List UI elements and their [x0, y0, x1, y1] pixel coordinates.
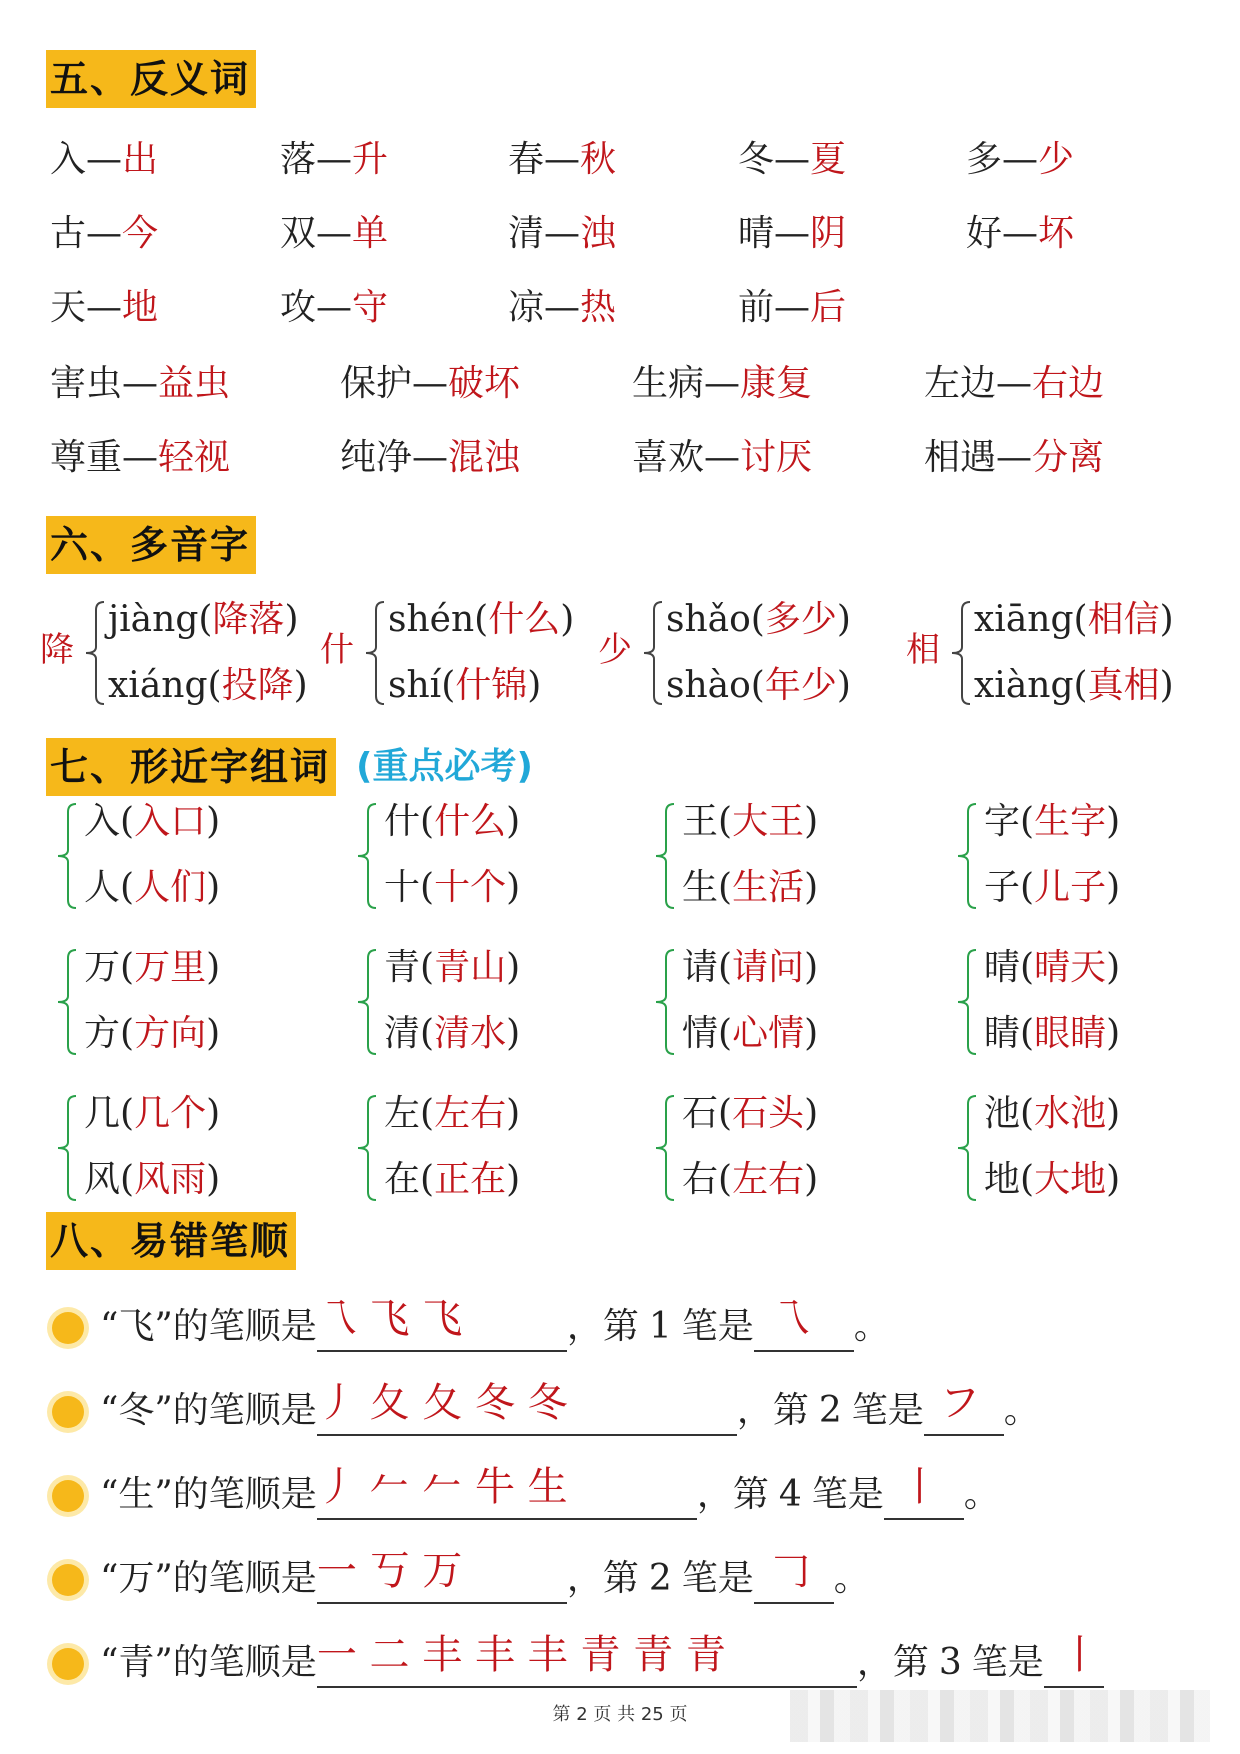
similar-char: 什 [384, 801, 421, 842]
pinyin: xiāng [974, 599, 1074, 640]
brace-icon [650, 1092, 680, 1204]
similar-char-item: 在(正在) [384, 1159, 521, 1200]
answer-blank [884, 1464, 964, 1520]
antonym-pair [50, 138, 158, 182]
stroke-sequence: 乁 飞 飞 [316, 1296, 463, 1342]
similar-char-word: 左右 [732, 1159, 805, 1200]
similar-char: 情 [682, 1013, 719, 1054]
answer-blank [754, 1548, 834, 1604]
similar-char: 池 [984, 1093, 1021, 1134]
similar-char-word: 生字 [1034, 801, 1107, 842]
antonym-pair [280, 212, 388, 256]
similar-char-word: 石头 [732, 1093, 805, 1134]
antonym-dash: — [86, 287, 123, 328]
section-title-polyphones: 六、多音字 [46, 516, 256, 574]
similar-char-word: 万里 [134, 947, 207, 988]
brace-icon [650, 946, 680, 1058]
antonym-answer: 右边 [1032, 363, 1105, 404]
antonym-word: 冬 [738, 139, 775, 180]
antonym-answer: 浊 [580, 213, 617, 254]
antonym-word: 害虫 [50, 363, 123, 404]
antonym-pair [966, 138, 1074, 182]
antonym-word: 落 [280, 139, 317, 180]
pinyin: shào [666, 665, 751, 706]
similar-char-word: 青山 [434, 947, 507, 988]
antonym-answer: 阴 [810, 213, 847, 254]
similar-char: 几 [84, 1093, 121, 1134]
polyphone-word: 真相 [1087, 665, 1160, 706]
stroke-sequence: 一 二 丰 丰 丰 青 青 青 [316, 1632, 726, 1678]
stroke-question: “青”的笔顺是 [100, 1642, 317, 1683]
antonym-word: 左边 [924, 363, 997, 404]
brace-icon [80, 598, 110, 708]
polyphone-word: 多少 [764, 599, 837, 640]
stroke-tail: 笔是 [811, 1474, 884, 1515]
similar-char-item: 左(左右) [384, 1093, 521, 1134]
antonym-dash: — [86, 213, 123, 254]
antonym-dash: — [1002, 139, 1039, 180]
pinyin: xiáng [108, 665, 208, 706]
similar-char-item: 十(十个) [384, 867, 521, 908]
polyphone-word: 什锦 [455, 665, 528, 706]
antonym-pair [508, 212, 616, 256]
similar-char-word: 晴天 [1034, 947, 1107, 988]
antonym-word: 凉 [508, 287, 545, 328]
similar-char: 左 [384, 1093, 421, 1134]
antonym-pair [508, 286, 616, 330]
stroke-answer: 乁 [769, 1296, 810, 1342]
antonym-dash: — [412, 437, 449, 478]
similar-char-word: 入口 [134, 801, 207, 842]
similar-char-item: 风(风雨) [84, 1159, 221, 1200]
antonym-answer: 益虫 [158, 363, 231, 404]
polyphone-char: 少 [598, 630, 632, 670]
antonym-answer: 升 [352, 139, 389, 180]
similar-char-word: 儿子 [1034, 867, 1107, 908]
similar-char-item: 入(入口) [84, 801, 221, 842]
similar-char: 人 [84, 867, 121, 908]
antonym-answer: 后 [810, 287, 847, 328]
similar-char-word: 生活 [732, 867, 805, 908]
similar-char-item: 地(大地) [984, 1159, 1121, 1200]
stroke-blank [316, 1632, 857, 1688]
antonym-word: 好 [966, 213, 1003, 254]
antonym-word: 古 [50, 213, 87, 254]
antonym-answer: 热 [580, 287, 617, 328]
stroke-tail: 笔是 [971, 1642, 1044, 1683]
stroke-sequence: 一 丂 万 [316, 1548, 463, 1594]
similar-char-item: 石(石头) [682, 1093, 819, 1134]
similar-char-item: 睛(眼睛) [984, 1013, 1121, 1054]
antonym-word: 前 [738, 287, 775, 328]
antonym-word: 喜欢 [632, 437, 705, 478]
brace-icon [352, 1092, 382, 1204]
polyphone-word: 相信 [1087, 599, 1160, 640]
similar-char: 方 [84, 1013, 121, 1054]
similar-char-item: 清(清水) [384, 1013, 521, 1054]
antonym-dash: — [122, 363, 159, 404]
stroke-sequence: 丿 夂 夂 冬 冬 [316, 1380, 568, 1426]
antonym-word: 双 [280, 213, 317, 254]
stroke-question: “生”的笔顺是 [100, 1474, 317, 1515]
similar-char: 子 [984, 867, 1021, 908]
similar-char: 在 [384, 1159, 421, 1200]
stroke-end: 。 [833, 1558, 870, 1599]
stroke-number: 3 [938, 1642, 962, 1683]
antonym-word: 春 [508, 139, 545, 180]
polyphone-word: 投降 [221, 665, 294, 706]
stroke-tail: 笔是 [681, 1306, 754, 1347]
section-note-key: (重点必考) [356, 746, 533, 787]
stroke-end: 。 [1003, 1390, 1040, 1431]
polyphone-reading: xiáng(投降) [108, 665, 308, 706]
stroke-number: 2 [648, 1558, 672, 1599]
bullet-icon [52, 1648, 84, 1680]
similar-char-item: 万(万里) [84, 947, 221, 988]
brace-icon [52, 946, 82, 1058]
antonym-dash: — [544, 287, 581, 328]
antonym-pair [508, 138, 616, 182]
similar-char-word: 水池 [1034, 1093, 1107, 1134]
stroke-order-item [100, 1380, 1040, 1436]
antonym-pair [50, 436, 230, 480]
similar-char: 生 [682, 867, 719, 908]
pinyin: shí [388, 665, 442, 706]
brace-icon [952, 800, 982, 912]
antonym-answer: 讨厌 [740, 437, 813, 478]
antonym-answer: 混浊 [448, 437, 521, 478]
polyphone-reading: shí(什锦) [388, 665, 542, 706]
similar-char-item: 人(人们) [84, 867, 221, 908]
stroke-question: “万”的笔顺是 [100, 1558, 317, 1599]
antonym-word: 清 [508, 213, 545, 254]
similar-char-item: 方(方向) [84, 1013, 221, 1054]
similar-char-item: 晴(晴天) [984, 947, 1121, 988]
stroke-blank [316, 1464, 697, 1520]
polyphone-reading: shào(年少) [666, 665, 851, 706]
antonym-word: 入 [50, 139, 87, 180]
antonym-answer: 出 [122, 139, 159, 180]
similar-char-item: 子(儿子) [984, 867, 1121, 908]
stroke-tail: 笔是 [681, 1558, 754, 1599]
polyphone-word: 什么 [488, 599, 561, 640]
similar-char-item: 王(大王) [682, 801, 819, 842]
similar-char: 青 [384, 947, 421, 988]
polyphone-reading: jiàng(降落) [108, 599, 299, 640]
polyphone-word: 降落 [212, 599, 285, 640]
stroke-mid: ，第 [566, 1306, 639, 1347]
antonym-pair [280, 286, 388, 330]
stroke-blank [316, 1548, 567, 1604]
antonym-word: 尊重 [50, 437, 123, 478]
stroke-mid: ，第 [736, 1390, 809, 1431]
similar-char-word: 心情 [732, 1013, 805, 1054]
antonym-pair [280, 138, 388, 182]
bullet-icon [52, 1564, 84, 1596]
antonym-answer: 破坏 [448, 363, 521, 404]
antonym-dash: — [316, 139, 353, 180]
pinyin: shǎo [666, 599, 751, 640]
polyphone-char: 什 [320, 630, 354, 670]
stroke-question: “飞”的笔顺是 [100, 1306, 317, 1347]
similar-char-word: 风雨 [134, 1159, 207, 1200]
polyphone-reading: shǎo(多少) [666, 599, 851, 640]
polyphone-char: 相 [906, 630, 940, 670]
stroke-blank [316, 1296, 567, 1352]
section-title-similar-chars: 七、形近字组词 [46, 738, 336, 796]
antonym-dash: — [774, 287, 811, 328]
antonym-pair [50, 212, 158, 256]
similar-char-item: 字(生字) [984, 801, 1121, 842]
antonym-pair [738, 212, 846, 256]
polyphone-word: 年少 [764, 665, 837, 706]
similar-char-word: 清水 [434, 1013, 507, 1054]
stroke-number: 4 [778, 1474, 802, 1515]
antonym-dash: — [122, 437, 159, 478]
pinyin: xiàng [974, 665, 1074, 706]
similar-char: 右 [682, 1159, 719, 1200]
similar-char-item: 情(心情) [682, 1013, 819, 1054]
stroke-answer: 丨 [899, 1464, 940, 1510]
brace-icon [946, 598, 976, 708]
stroke-order-item [100, 1548, 870, 1604]
antonym-pair [632, 362, 812, 406]
antonym-answer: 夏 [810, 139, 847, 180]
antonym-answer: 少 [1038, 139, 1075, 180]
antonym-answer: 单 [352, 213, 389, 254]
similar-char-item: 什(什么) [384, 801, 521, 842]
stroke-answer: フ [939, 1380, 980, 1426]
similar-char-word: 左右 [434, 1093, 507, 1134]
stroke-sequence: 丿 𠂉 𠂉 牛 生 [316, 1464, 568, 1510]
antonym-dash: — [316, 287, 353, 328]
antonym-dash: — [996, 437, 1033, 478]
bullet-icon [52, 1312, 84, 1344]
polyphone-reading: shén(什么) [388, 599, 575, 640]
similar-char-item: 生(生活) [682, 867, 819, 908]
antonym-pair [50, 362, 230, 406]
antonym-answer: 地 [122, 287, 159, 328]
brace-icon [952, 946, 982, 1058]
antonym-pair [924, 362, 1104, 406]
antonym-dash: — [996, 363, 1033, 404]
similar-char: 清 [384, 1013, 421, 1054]
similar-char-item: 请(请问) [682, 947, 819, 988]
antonym-dash: — [704, 363, 741, 404]
brace-icon [352, 946, 382, 1058]
antonym-answer: 守 [352, 287, 389, 328]
antonym-answer: 轻视 [158, 437, 231, 478]
antonym-answer: 康复 [740, 363, 813, 404]
stroke-answer: 丨 [1059, 1632, 1100, 1678]
antonym-pair [738, 138, 846, 182]
brace-icon [52, 800, 82, 912]
similar-char-word: 方向 [134, 1013, 207, 1054]
antonym-answer: 今 [122, 213, 159, 254]
stroke-tail: 笔是 [851, 1390, 924, 1431]
answer-blank [754, 1296, 854, 1352]
antonym-dash: — [544, 139, 581, 180]
similar-char: 晴 [984, 947, 1021, 988]
antonym-pair [340, 362, 520, 406]
similar-char-word: 眼睛 [1034, 1013, 1107, 1054]
answer-blank [1044, 1632, 1104, 1688]
page-footer: 第 2 页 共 25 页 [552, 1704, 688, 1725]
similar-char: 地 [984, 1159, 1021, 1200]
similar-char: 睛 [984, 1013, 1021, 1054]
similar-char: 十 [384, 867, 421, 908]
antonym-word: 攻 [280, 287, 317, 328]
stroke-blank [316, 1380, 737, 1436]
pinyin: shén [388, 599, 475, 640]
polyphone-char: 降 [40, 630, 74, 670]
antonym-dash: — [412, 363, 449, 404]
stroke-answer: 𠃌 [769, 1548, 810, 1594]
antonym-answer: 坏 [1038, 213, 1075, 254]
brace-icon [650, 800, 680, 912]
similar-char-word: 正在 [434, 1159, 507, 1200]
antonym-word: 纯净 [340, 437, 413, 478]
antonym-answer: 分离 [1032, 437, 1105, 478]
bullet-icon [52, 1480, 84, 1512]
antonym-dash: — [544, 213, 581, 254]
similar-char-item: 几(几个) [84, 1093, 221, 1134]
brace-icon [352, 800, 382, 912]
similar-char: 入 [84, 801, 121, 842]
antonym-dash: — [86, 139, 123, 180]
similar-char-word: 大王 [732, 801, 805, 842]
stroke-order-item [100, 1296, 890, 1352]
answer-blank [924, 1380, 1004, 1436]
stroke-order-item [100, 1464, 1000, 1520]
antonym-word: 相遇 [924, 437, 997, 478]
polyphone-reading: xiàng(真相) [974, 665, 1174, 706]
section-title-antonyms: 五、反义词 [46, 50, 256, 108]
stroke-number: 2 [818, 1390, 842, 1431]
similar-char-word: 十个 [434, 867, 507, 908]
similar-char-item: 青(青山) [384, 947, 521, 988]
similar-char: 字 [984, 801, 1021, 842]
antonym-word: 晴 [738, 213, 775, 254]
antonym-dash: — [774, 139, 811, 180]
similar-char-word: 几个 [134, 1093, 207, 1134]
brace-icon [952, 1092, 982, 1204]
similar-char-word: 人们 [134, 867, 207, 908]
antonym-answer: 秋 [580, 139, 617, 180]
pinyin: jiàng [108, 599, 199, 640]
stroke-end: 。 [853, 1306, 890, 1347]
similar-char: 王 [682, 801, 719, 842]
antonym-word: 保护 [340, 363, 413, 404]
antonym-pair [966, 212, 1074, 256]
stroke-mid: ，第 [856, 1642, 929, 1683]
similar-char-item: 右(左右) [682, 1159, 819, 1200]
brace-icon [360, 598, 390, 708]
similar-char-word: 什么 [434, 801, 507, 842]
similar-char-word: 请问 [732, 947, 805, 988]
antonym-word: 天 [50, 287, 87, 328]
antonym-dash: — [316, 213, 353, 254]
antonym-pair [632, 436, 812, 480]
similar-char: 石 [682, 1093, 719, 1134]
polyphone-reading: xiāng(相信) [974, 599, 1174, 640]
brace-icon [638, 598, 668, 708]
brace-icon [52, 1092, 82, 1204]
similar-char-word: 大地 [1034, 1159, 1107, 1200]
stroke-question: “冬”的笔顺是 [100, 1390, 317, 1431]
antonym-dash: — [1002, 213, 1039, 254]
section-title-stroke-order: 八、易错笔顺 [46, 1212, 296, 1270]
stroke-mid: ，第 [566, 1558, 639, 1599]
similar-char-item: 池(水池) [984, 1093, 1121, 1134]
stroke-end: 。 [963, 1474, 1000, 1515]
antonym-pair [50, 286, 158, 330]
stroke-order-item [100, 1632, 1104, 1688]
stroke-number: 1 [648, 1306, 672, 1347]
similar-char: 请 [682, 947, 719, 988]
similar-char: 万 [84, 947, 121, 988]
stroke-mid: ，第 [696, 1474, 769, 1515]
antonym-pair [340, 436, 520, 480]
similar-char: 风 [84, 1159, 121, 1200]
antonym-pair [738, 286, 846, 330]
bullet-icon [52, 1396, 84, 1428]
antonym-word: 多 [966, 139, 1003, 180]
antonym-pair [924, 436, 1104, 480]
antonym-dash: — [704, 437, 741, 478]
antonym-dash: — [774, 213, 811, 254]
antonym-word: 生病 [632, 363, 705, 404]
